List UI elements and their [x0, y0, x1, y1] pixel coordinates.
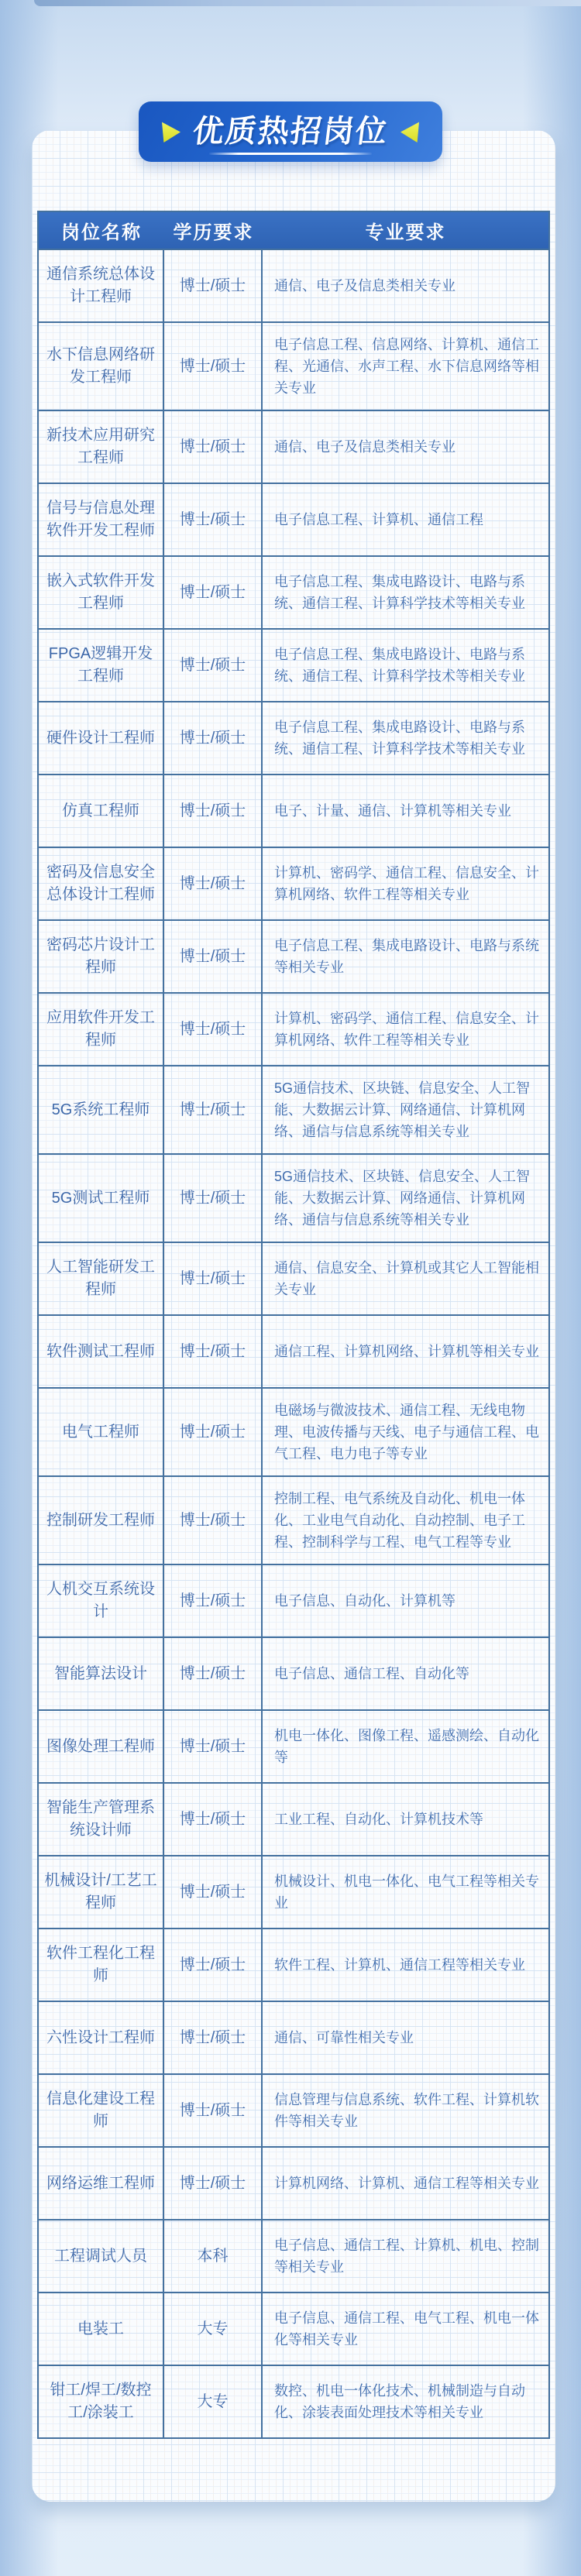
- table-row: [39, 321, 548, 410]
- table-body: [39, 249, 548, 2437]
- table-row: [39, 483, 548, 555]
- table-row: [39, 1709, 548, 1782]
- major-cell: 软件工程、计算机、通信工程等相关专业: [274, 1957, 525, 1973]
- major-cell: 计算机网络、计算机、通信工程等相关专业: [274, 2176, 539, 2191]
- position-cell: 工程调试人员: [39, 2221, 164, 2292]
- education-cell: 博士/硕士: [164, 1784, 263, 1855]
- table-row: [39, 2001, 548, 2073]
- position-cell: 人工智能研发工程师: [39, 1243, 164, 1314]
- education-cell: 博士/硕士: [164, 484, 263, 555]
- table-header-row: [39, 212, 548, 249]
- major-cell: 工业工程、自动化、计算机技术等: [274, 1812, 483, 1827]
- education-cell: 博士/硕士: [164, 994, 263, 1065]
- position-cell: 水下信息网络研发工程师: [39, 323, 164, 410]
- table-row: [39, 1855, 548, 1928]
- education-cell: 博士/硕士: [164, 702, 263, 774]
- major-cell: 信息管理与信息系统、软件工程、计算机软件等相关专业: [274, 2092, 539, 2129]
- education-cell: 博士/硕士: [164, 921, 263, 992]
- header-position: 岗位名称: [61, 222, 142, 243]
- position-cell: 5G系统工程师: [39, 1066, 164, 1153]
- table-row: [39, 992, 548, 1065]
- position-cell: 密码及信息安全总体设计工程师: [39, 848, 164, 919]
- major-cell: 电子信息工程、信息网络、计算机、通信工程、光通信、水声工程、水下信息网络等相关专业: [274, 337, 539, 396]
- table-row: [39, 628, 548, 701]
- banner-left-arrow-icon: [162, 121, 180, 143]
- position-cell: 人机交互系统设计: [39, 1565, 164, 1637]
- position-cell: 软件测试工程师: [39, 1316, 164, 1387]
- table-row: [39, 1242, 548, 1314]
- table-row: [39, 1065, 548, 1153]
- major-cell: 通信、电子及信息类相关专业: [274, 278, 456, 294]
- position-cell: 新技术应用研究工程师: [39, 411, 164, 483]
- position-cell: 信息化建设工程师: [39, 2075, 164, 2146]
- section-banner: [139, 101, 442, 162]
- position-cell: 硬件设计工程师: [39, 702, 164, 774]
- major-cell: 电子信息工程、计算机、通信工程: [274, 512, 483, 527]
- grid-paper-card: [32, 130, 555, 2502]
- position-cell: 图像处理工程师: [39, 1711, 164, 1782]
- education-cell: 博士/硕士: [164, 1711, 263, 1782]
- position-cell: 通信系统总体设计工程师: [39, 250, 164, 321]
- education-cell: 博士/硕士: [164, 1565, 263, 1637]
- position-cell: 电气工程师: [39, 1389, 164, 1475]
- major-cell: 电磁场与微波技术、通信工程、无线电物理、电波传播与天线、电子与通信工程、电气工程、电力电子等专业: [274, 1403, 539, 1461]
- position-cell: 软件工程化工程师: [39, 1929, 164, 2001]
- education-cell: 博士/硕士: [164, 1155, 263, 1242]
- table-row: [39, 1782, 548, 1855]
- major-cell: 电子信息工程、集成电路设计、电路与系统、通信工程、计算科学技术等相关专业: [274, 720, 525, 757]
- education-cell: 博士/硕士: [164, 1389, 263, 1475]
- position-cell: 智能算法设计: [39, 1638, 164, 1709]
- position-cell: 密码芯片设计工程师: [39, 921, 164, 992]
- education-cell: 大专: [164, 2366, 263, 2437]
- position-cell: 网络运维工程师: [39, 2148, 164, 2219]
- table-row: [39, 2292, 548, 2365]
- position-cell: FPGA逻辑开发工程师: [39, 630, 164, 701]
- education-cell: 博士/硕士: [164, 1638, 263, 1709]
- major-cell: 5G通信技术、区块链、信息安全、人工智能、大数据云计算、网络通信、计算机网络、通信与信息系统等相关专业: [274, 1080, 531, 1139]
- table-row: [39, 555, 548, 628]
- table-row: [39, 1928, 548, 2001]
- banner-underline: [209, 153, 372, 155]
- section-title: 优质热招岗位: [191, 115, 390, 149]
- banner-right-arrow-icon: [401, 121, 419, 143]
- table-row: [39, 1314, 548, 1387]
- education-cell: 博士/硕士: [164, 630, 263, 701]
- major-cell: 电子信息工程、集成电路设计、电路与系统、通信工程、计算科学技术等相关专业: [274, 647, 525, 684]
- education-cell: 博士/硕士: [164, 323, 263, 410]
- position-cell: 应用软件开发工程师: [39, 994, 164, 1065]
- position-cell: 智能生产管理系统设计师: [39, 1784, 164, 1855]
- major-cell: 控制工程、电气系统及自动化、机电一体化、工业电气自动化、自动控制、电子工程、控制科学与工程、电气工程等专业: [274, 1491, 525, 1550]
- position-cell: 仿真工程师: [39, 775, 164, 847]
- education-cell: 博士/硕士: [164, 2002, 263, 2073]
- major-cell: 电子信息工程、集成电路设计、电路与系统、通信工程、计算科学技术等相关专业: [274, 574, 525, 611]
- position-cell: 5G测试工程师: [39, 1155, 164, 1242]
- position-cell: 信号与信息处理软件开发工程师: [39, 484, 164, 555]
- major-cell: 机械设计、机电一体化、电气工程等相关专业: [274, 1874, 539, 1911]
- table-row: [39, 249, 548, 321]
- major-cell: 电子信息、通信工程、电气工程、机电一体化等相关专业: [274, 2310, 539, 2348]
- major-cell: 计算机、密码学、通信工程、信息安全、计算机网络、软件工程等相关专业: [274, 1011, 539, 1048]
- education-cell: 博士/硕士: [164, 250, 263, 321]
- table-row: [39, 1637, 548, 1709]
- position-cell: 嵌入式软件开发工程师: [39, 557, 164, 628]
- table-row: [39, 410, 548, 483]
- education-cell: 博士/硕士: [164, 1243, 263, 1314]
- table-row: [39, 1153, 548, 1242]
- major-cell: 电子信息、自动化、计算机等: [274, 1593, 456, 1609]
- previous-card-bottom-edge: [34, 0, 581, 6]
- major-cell: 电子信息工程、集成电路设计、电路与系统等相关专业: [274, 938, 539, 975]
- major-cell: 数控、机电一体化技术、机械制造与自动化、涂装表面处理技术等相关专业: [274, 2383, 525, 2420]
- position-cell: 机械设计/工艺工程师: [39, 1856, 164, 1928]
- position-cell: 电装工: [39, 2293, 164, 2365]
- position-cell: 钳工/焊工/数控工/涂装工: [39, 2366, 164, 2437]
- table-row: [39, 774, 548, 847]
- table-row: [39, 2219, 548, 2292]
- header-major: 专业要求: [365, 222, 446, 243]
- major-cell: 电子、计量、通信、计算机等相关专业: [274, 803, 511, 819]
- education-cell: 博士/硕士: [164, 775, 263, 847]
- major-cell: 电子信息、通信工程、计算机、机电、控制等相关专业: [274, 2238, 539, 2275]
- education-cell: 博士/硕士: [164, 1316, 263, 1387]
- education-cell: 博士/硕士: [164, 1066, 263, 1153]
- education-cell: 博士/硕士: [164, 1929, 263, 2001]
- table-row: [39, 1475, 548, 1564]
- education-cell: 本科: [164, 2221, 263, 2292]
- education-cell: 博士/硕士: [164, 557, 263, 628]
- major-cell: 机电一体化、图像工程、遥感测绘、自动化等: [274, 1728, 539, 1765]
- education-cell: 博士/硕士: [164, 2075, 263, 2146]
- education-cell: 大专: [164, 2293, 263, 2365]
- education-cell: 博士/硕士: [164, 848, 263, 919]
- table-row: [39, 2073, 548, 2146]
- major-cell: 通信工程、计算机网络、计算机等相关专业: [274, 1344, 539, 1359]
- education-cell: 博士/硕士: [164, 1477, 263, 1564]
- table-row: [39, 1387, 548, 1475]
- major-cell: 5G通信技术、区块链、信息安全、人工智能、大数据云计算、网络通信、计算机网络、通信与信息系统等相关专业: [274, 1169, 531, 1228]
- header-education: 学历要求: [173, 222, 254, 243]
- table-row: [39, 2365, 548, 2437]
- position-cell: 六性设计工程师: [39, 2002, 164, 2073]
- position-cell: 控制研发工程师: [39, 1477, 164, 1564]
- education-cell: 博士/硕士: [164, 2148, 263, 2219]
- jobs-table: [37, 211, 550, 2439]
- table-row: [39, 2146, 548, 2219]
- major-cell: 计算机、密码学、通信工程、信息安全、计算机网络、软件工程等相关专业: [274, 865, 539, 902]
- table-row: [39, 1564, 548, 1637]
- major-cell: 电子信息、通信工程、自动化等: [274, 1666, 469, 1681]
- table-row: [39, 847, 548, 919]
- major-cell: 通信、可靠性相关专业: [274, 2030, 414, 2045]
- major-cell: 通信、电子及信息类相关专业: [274, 439, 456, 455]
- education-cell: 博士/硕士: [164, 411, 263, 483]
- table-row: [39, 919, 548, 992]
- table-row: [39, 701, 548, 774]
- major-cell: 通信、信息安全、计算机或其它人工智能相关专业: [274, 1260, 539, 1297]
- education-cell: 博士/硕士: [164, 1856, 263, 1928]
